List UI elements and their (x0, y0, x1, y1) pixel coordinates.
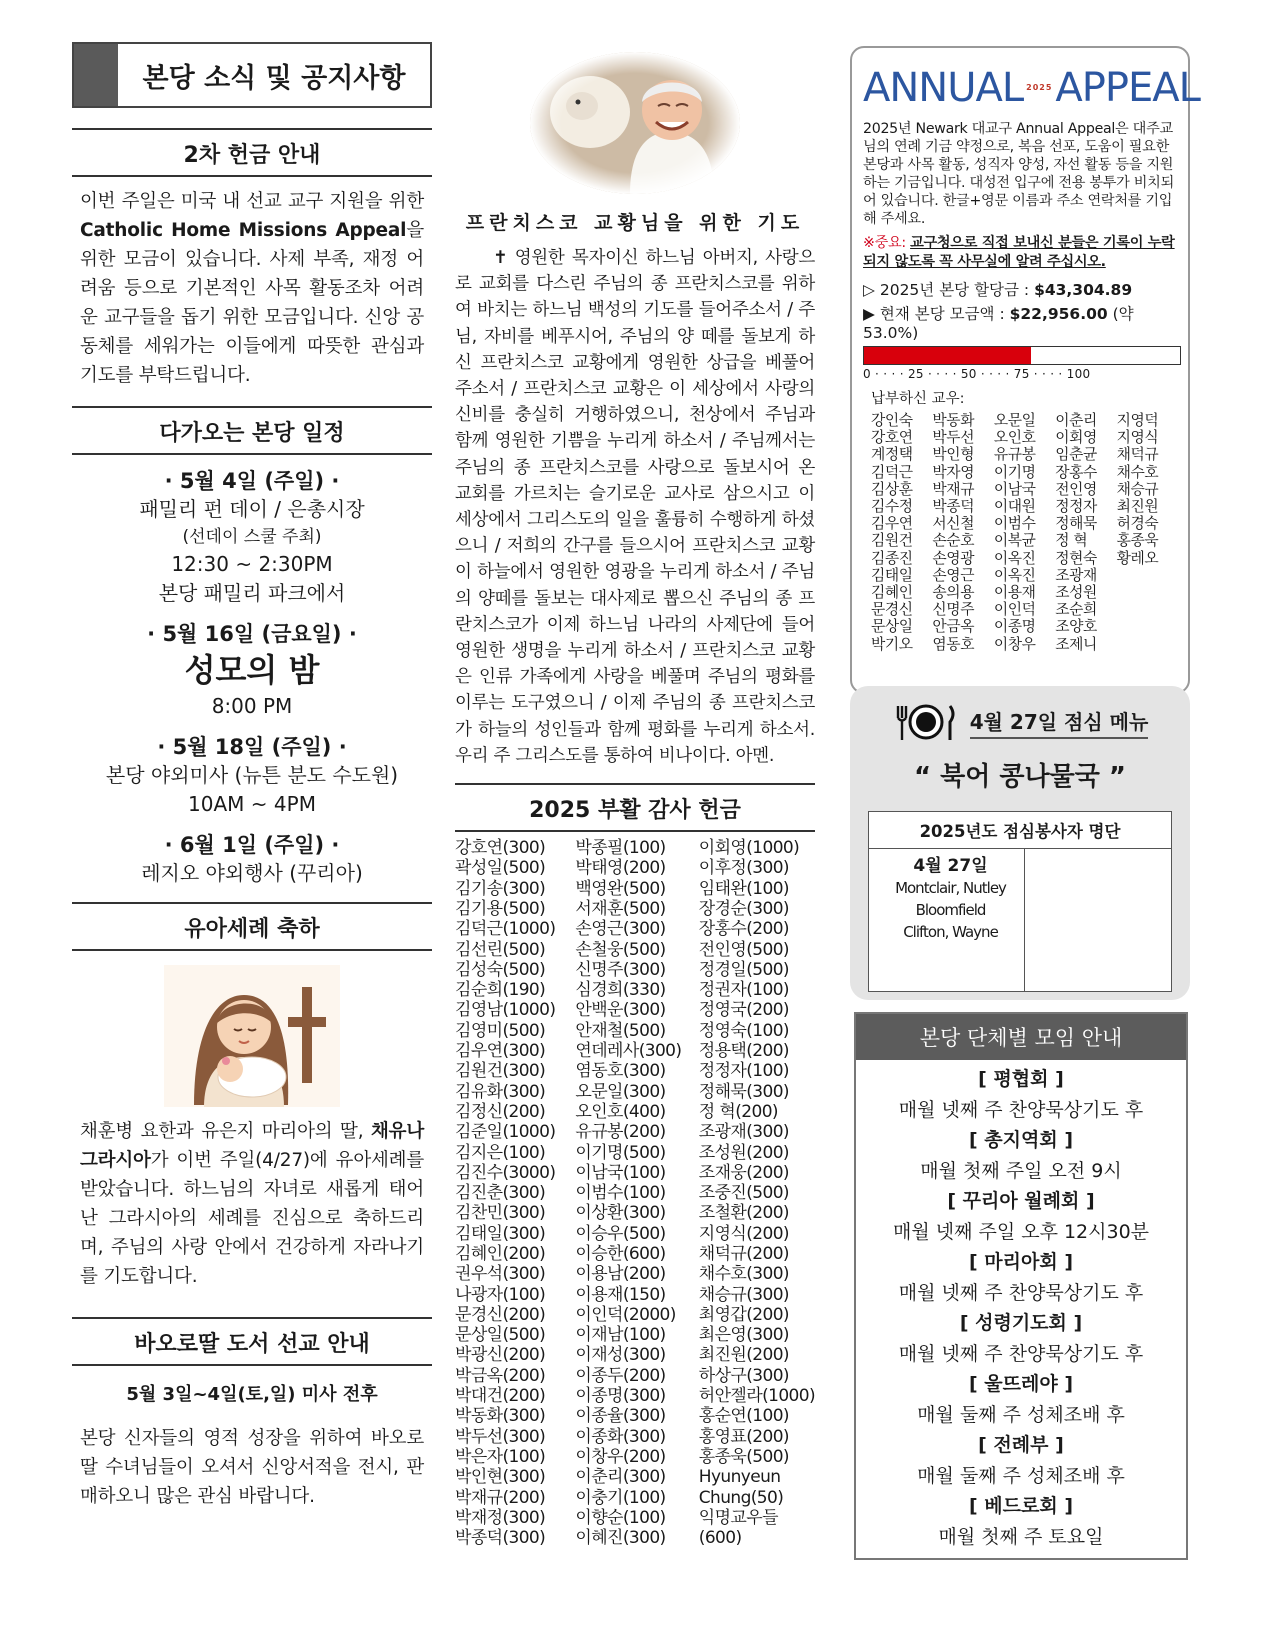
donor-entry: 이인덕(2000) (575, 1304, 676, 1325)
parishioner-name: 조성원 (1055, 584, 1097, 602)
donor-entry: 김선린(500) (455, 939, 546, 960)
donor-entry: 이종명(300) (575, 1386, 666, 1407)
donor-column (699, 838, 815, 1548)
parishioner-name: 이남국 (993, 480, 1036, 498)
donor-entry: 조성원(200) (698, 1142, 789, 1163)
event-location: 본당 패밀리 파크에서 (158, 581, 346, 605)
parishioner-name: 김수정 (871, 498, 913, 516)
parishioner-name (1117, 618, 1178, 635)
appeal-current: ▶ 현재 본당 모금액 : $22,956.00 (약 53.0%) (863, 305, 1134, 342)
parishioner-column (994, 412, 1055, 653)
donor-entry: 이충기(100) (575, 1487, 666, 1508)
prayer-text: ✝ 영원한 목자이신 하느님 아버지, 사랑으로 교회를 다스린 주님의 종 프란치스코를 위하여 바치는 하느님 백성의 기도를 들어주소서 / 주님, 자비를 베푸시어, 주님의 양 떼를 돌보게 하신 프란치스코 교황에게 영원한 상급을 베풀어 주소서 / 프란치스코 교황은 이 세상에서 사랑의 신비를 충실히 거행하였으니, 천상에서 주님과 함께 영원한 기쁨을 누리게 하소서 / 주님께서는 주님의 종 프란치스코를 사랑으로 돌보시어 온 교회를 가르치는 슬기로운 교사로 삼으시고 이 세상에서 그리스도의 일을 훌륭히 수행하게 하셨으니 / 저희의 간구를 들으시어 프란치스코 교황이 하늘에서 영원한 영광을 누리게 하소서 / 주님의 양떼를 돌보는 대사제로 뽑으신 주님의 종 프란치스코가 이제 하느님 나라의 사제단에 들어 영원한 생명을 누리게 하소서 / 프란치스코 교황은 인류 가족에게 사랑을 베풀며 주님의 평화를 이루는 도구였으니 / 이제 주님의 종 프란치스코가 하늘의 성인들과 함께 평화를 누리게 하소서. 우리 주 그리스도를 통하여 비나이다. 아멘. (455, 248, 815, 766)
group-meeting-time: 매월 넷째 주 찬양묵상기도 후 (898, 1342, 1144, 1365)
appeal-progress-bar (863, 346, 1181, 365)
donor-entry: 전인영(500) (698, 939, 789, 960)
lunch-menu-item: “ 북어 콩나물국 ” (913, 762, 1127, 792)
donor-entry: 조재웅(200) (698, 1162, 789, 1183)
parishioner-name: 김우연 (871, 515, 913, 533)
group-name: [ 성령기도회 ] (959, 1312, 1083, 1334)
group-meetings-list (856, 1060, 1186, 1552)
donor-entry: 최진원(200) (698, 1345, 789, 1366)
mother-baby-cross-icon (164, 965, 340, 1107)
donor-entry: 권우석(300) (455, 1264, 546, 1285)
donor-entry: 문경신(200) (455, 1304, 546, 1325)
baptism-illustration (72, 965, 432, 1107)
donor-entry: 백영완(500) (575, 878, 666, 899)
parishioner-name: 김종진 (871, 549, 913, 567)
donor-entry: 홍영표(200) (698, 1426, 789, 1447)
donor-entry: 김성숙(500) (455, 959, 546, 980)
donor-entry: 박은자(100) (455, 1446, 546, 1467)
donor-entry: 김기용(500) (455, 898, 546, 919)
annual-appeal-box (850, 46, 1200, 694)
group-meeting-time: 매월 둘째 주 성체조배 후 (917, 1403, 1125, 1426)
donor-entry: 채승규(300) (698, 1284, 789, 1305)
donor-entry: 강호연(300) (455, 838, 546, 859)
donor-entry: 나광자(100) (455, 1284, 546, 1305)
donor-entry: 장경순(300) (698, 898, 789, 919)
donor-entry: 채수호(300) (698, 1264, 789, 1285)
parishioner-name: 강인숙 (871, 412, 913, 429)
donor-entry: 김진수(3000) (455, 1162, 556, 1183)
donor-entry: 김준일(1000) (455, 1122, 556, 1143)
parishioner-name: 조양호 (1055, 618, 1097, 636)
easter-donor-list (455, 838, 815, 1548)
parishioner-name: 손순호 (932, 532, 975, 550)
parishioner-name: 박종덕 (932, 498, 975, 516)
parishioner-name: 홍종욱 (1116, 532, 1159, 550)
event-time: 10AM ~ 4PM (188, 792, 316, 816)
volunteer-table-heading: 2025년도 점심봉사자 명단 (869, 812, 1171, 849)
parishioner-name: 유규봉 (993, 446, 1036, 464)
offering-appeal-name: Catholic Home Missions Appeal (80, 220, 407, 241)
group-meeting-time: 매월 첫째 주일 오전 9시 (920, 1159, 1122, 1182)
event-host: (선데이 스쿨 주최) (182, 527, 322, 547)
donor-entry: 정영국(200) (698, 1000, 789, 1021)
page-title-box (72, 42, 432, 108)
donor-entry: 이회영(1000) (698, 838, 800, 859)
donor-entry: 박태영(200) (575, 858, 666, 879)
group-meeting-time: 매월 넷째 주 찬양묵상기도 후 (898, 1281, 1144, 1304)
donor-entry: 김지은(100) (455, 1142, 546, 1163)
donor-entry: 이종화(300) (575, 1426, 666, 1447)
donor-entry: 이범수(100) (575, 1183, 666, 1204)
offering-text: 이번 주일은 미국 내 선교 교구 지원을 위한 Catholic Home Missions Appeal을 위한 모금이 있습니다. 사제 부족, 재정 어려움 등으로 기본적인 사목 활동조차 어려운 교구들을 돕기 위한 모금입니다. 신앙 공동체를 세워가는 이들에게 따뜻한 관심과 기도를 부탁드립니다. (80, 191, 424, 386)
donor-entry: 홍순연(100) (698, 1406, 789, 1427)
donor-entry: 이승우(500) (575, 1223, 666, 1244)
parishioner-list (871, 412, 1178, 653)
group-name: [ 총지역회 ] (968, 1129, 1073, 1151)
parishioner-name: 김혜인 (871, 584, 913, 602)
parishioner-name: 김원건 (871, 532, 913, 550)
title-accent-bar (74, 44, 118, 106)
donor-entry: 김기송(300) (455, 878, 546, 899)
group-name: [ 꾸리아 월례회 ] (947, 1190, 1095, 1212)
parishioner-name: 이창우 (993, 635, 1036, 653)
volunteer-table-row (869, 849, 1171, 991)
donor-entry: 오문일(300) (575, 1081, 666, 1102)
donor-entry: 오인호(400) (575, 1101, 666, 1122)
donor-entry: 박광신(200) (455, 1345, 546, 1366)
lunch-menu-box (850, 686, 1190, 1000)
donor-entry: 홍종욱(500) (698, 1446, 789, 1467)
donor-entry: 염동호(300) (575, 1061, 666, 1082)
appeal-progress-fill (864, 347, 1031, 364)
donor-entry: 김원건(300) (455, 1061, 546, 1082)
donor-entry: 안백운(300) (575, 1000, 666, 1021)
parishioner-name: 김덕근 (871, 463, 913, 481)
dining-icon (892, 702, 960, 742)
donor-entry: 익명교우들 (698, 1507, 778, 1528)
appeal-progress-scale: 0 · · · · 25 · · · · 50 · · · · 75 · · · · 100 (863, 367, 1091, 381)
donor-entry: 임태완(100) (698, 878, 789, 899)
group-meeting-time: 매월 첫째 주 토요일 (938, 1525, 1104, 1548)
donor-entry: 이상환(300) (575, 1203, 666, 1224)
middle-column (455, 52, 815, 1548)
easter-offering-heading: 2025 부활 감사 헌금 (455, 783, 815, 832)
books-text: 본당 신자들의 영적 성장을 위하여 바오로딸 수녀님들이 오셔서 신앙서적을 전시, 판매하오니 많은 관심 바랍니다. (80, 1428, 424, 1507)
parishioner-name (1117, 584, 1178, 601)
donor-column (575, 838, 698, 1548)
donor-entry: 이종율(300) (575, 1406, 666, 1427)
donor-entry: 허안젤라(1000) (698, 1386, 815, 1407)
parishioner-name: 허경숙 (1116, 515, 1159, 533)
group-name: [ 마리아회 ] (968, 1251, 1073, 1273)
group-meeting-time: 매월 넷째 주일 오후 12시30분 (892, 1220, 1150, 1243)
donor-entry: 유규봉(200) (575, 1122, 666, 1143)
donor-entry: 박두선(300) (455, 1426, 546, 1447)
donor-entry: 박대건(200) (455, 1386, 546, 1407)
donor-entry: Chung(50) (698, 1487, 784, 1508)
parishioner-name: 손영광 (932, 549, 975, 567)
donor-entry: 정권자(100) (698, 980, 789, 1001)
donor-entry: 정해묵(300) (698, 1081, 789, 1102)
lunch-heading: 4월 27일 점심 메뉴 (970, 706, 1149, 739)
offering-heading: 2차 헌금 안내 (72, 128, 432, 177)
parishioner-column (1055, 412, 1116, 653)
donor-entry: 이춘리(300) (575, 1467, 666, 1488)
donor-entry: 박재규(200) (455, 1487, 546, 1508)
donor-entry: 조중진(500) (698, 1183, 789, 1204)
group-meeting-time: 매월 넷째 주 찬양묵상기도 후 (898, 1098, 1144, 1121)
donor-entry: 박종덕(300) (455, 1528, 546, 1549)
donor-entry: 안재철(500) (575, 1020, 666, 1041)
parishioner-name: 전인영 (1055, 480, 1097, 498)
group-meeting-time: 매월 둘째 주 성체조배 후 (917, 1464, 1125, 1487)
parishioner-name: 이복균 (993, 532, 1036, 550)
group-name: [ 베드로회 ] (968, 1495, 1073, 1517)
donor-entry: 정정자(100) (698, 1061, 789, 1082)
parishioner-column (1117, 412, 1178, 653)
parishioner-name: 채수호 (1116, 463, 1159, 481)
group-name: [ 전례부 ] (978, 1434, 1064, 1456)
appeal-quota: ▷ 2025년 본당 할당금 : $43,304.89 (863, 281, 1133, 299)
donor-entry: 이용남(200) (575, 1264, 666, 1285)
page-title: 본당 소식 및 공지사항 (142, 62, 406, 94)
parishioner-name: 이회영 (1055, 429, 1097, 447)
pope-photo (530, 52, 740, 194)
donor-entry: 지영식(200) (698, 1223, 789, 1244)
donor-entry: 김영남(1000) (455, 1000, 556, 1021)
parishioner-name: 채승규 (1116, 480, 1159, 498)
donor-entry: 이향순(100) (575, 1507, 666, 1528)
lunch-volunteer-table (868, 811, 1172, 992)
donor-entry: 신명주(300) (575, 959, 666, 980)
volunteer-cell: 4월 27일 Montclair, Nutley Bloomfield Clifton, Wayne (869, 849, 1025, 991)
schedule-list (72, 465, 432, 888)
group-name: [ 평협회 ] (978, 1068, 1064, 1090)
event-date: · 6월 1일 (주일) · (164, 833, 340, 857)
parishioner-column (871, 412, 932, 653)
parishioner-name: 채덕규 (1116, 446, 1159, 464)
parishioner-name: 강호연 (871, 429, 913, 447)
parishioner-name: 조광재 (1055, 566, 1097, 584)
event-title: 패밀리 펀 데이 / 은총시장 (139, 497, 365, 521)
parishioner-name: 정정자 (1055, 498, 1097, 516)
parishioner-name: 박두선 (932, 429, 975, 447)
parishioner-name (1117, 601, 1178, 618)
donor-entry: 이용재(150) (575, 1284, 666, 1305)
donor-entry: 김영미(500) (455, 1020, 546, 1041)
donor-entry: 최영갑(200) (698, 1304, 789, 1325)
baptism-text: 채훈병 요한과 유은지 마리아의 딸, 채유나 그라시아가 이번 주일(4/27)에 유아세례를 받았습니다. 하느님의 자녀로 새롭게 태어난 그라시아의 세례를 진심으로 축하드리며, 주님의 사랑 안에서 건강하게 자라나기를 기도합니다. (80, 1121, 424, 1287)
parishioner-name: 문경신 (871, 601, 913, 619)
parishioner-name: 지영식 (1116, 429, 1159, 447)
donor-entry: 연데레사(300) (575, 1041, 682, 1062)
donor-entry: 이후정(300) (698, 858, 789, 879)
baptism-heading: 유아세례 축하 (72, 902, 432, 951)
books-date: 5월 3일~4일(토,일) 미사 전후 (126, 1384, 378, 1405)
parishioner-name: 손영근 (932, 566, 975, 584)
prayer-title: 프란치스코 교황님을 위한 기도 (465, 212, 805, 234)
donor-entry: 최은영(300) (698, 1325, 789, 1346)
donor-entry: 장홍수(200) (698, 919, 789, 940)
appeal-description: 2025년 Newark 대교구 Annual Appeal은 대주교님의 연례 기금 약정으로, 복음 선포, 도움이 필요한 본당과 사목 활동, 성직자 양성, 자선 활동 등을 지원하는 기금입니다. 대성전 입구에 전용 봉투가 비치되어 있습니다. 한글+영문 이름과 주소 연락처를 기입해 주세요. (863, 121, 1174, 227)
donor-entry: 이기명(500) (575, 1142, 666, 1163)
parishioner-name: 이기명 (993, 463, 1036, 481)
parishioner-name: 황레오 (1116, 549, 1159, 567)
parishioner-name: 오문일 (993, 412, 1036, 429)
donor-entry: 서재훈(500) (575, 898, 666, 919)
donor-entry: 조광재(300) (698, 1122, 789, 1143)
donor-entry: 심경희(330) (575, 980, 666, 1001)
donor-entry: 이혜진(300) (575, 1528, 666, 1549)
parishioner-name: 박기오 (871, 635, 913, 653)
parishioner-name: 이용재 (993, 584, 1036, 602)
event-title: 성모의 밤 (184, 651, 320, 689)
donor-entry: (600) (698, 1528, 742, 1549)
parishioner-name: 송의용 (932, 584, 975, 602)
pope-with-lamb-image (530, 52, 740, 194)
donor-entry: 손철웅(500) (575, 939, 666, 960)
donor-entry: 박동화(300) (455, 1406, 546, 1427)
event-date: · 5월 18일 (주일) · (157, 735, 347, 759)
donor-entry: 김태일(300) (455, 1223, 546, 1244)
donor-entry: 김우연(300) (455, 1041, 546, 1062)
event-title: 레지오 야외행사 (꾸리아) (141, 861, 363, 885)
donor-entry: 정 혁(200) (698, 1101, 778, 1122)
parishioner-label: 납부하신 교우: (871, 391, 965, 407)
parishioner-name: 이대원 (993, 498, 1036, 516)
parishioner-name: 정 혁 (1055, 532, 1088, 550)
lunch-header (868, 702, 1172, 742)
donor-entry: 박재정(300) (455, 1507, 546, 1528)
donor-entry: 김혜인(200) (455, 1244, 546, 1264)
donor-entry: 이창우(200) (575, 1446, 666, 1467)
parishioner-name: 최진원 (1116, 498, 1159, 516)
event-date: · 5월 16일 (금요일) · (147, 622, 357, 646)
parishioner-name: 임춘균 (1055, 446, 1097, 464)
parishioner-name: 박인형 (932, 446, 975, 464)
parishioner-name: 박동화 (932, 412, 975, 429)
donor-entry: 박금옥(200) (455, 1365, 546, 1386)
parishioner-name: 이옥진 (993, 549, 1036, 567)
parishioner-name: 박자영 (932, 463, 975, 481)
donor-entry: 김진춘(300) (455, 1183, 546, 1204)
parishioner-name: 이범수 (993, 515, 1036, 533)
parishioner-name: 조제니 (1055, 635, 1097, 653)
donor-entry: 조철환(200) (698, 1203, 789, 1224)
donor-entry: Hyunyeun (698, 1467, 781, 1488)
event-title: 본당 야외미사 (뉴튼 분도 수도원) (105, 763, 399, 787)
left-column (72, 42, 432, 1511)
donor-entry: 손영근(300) (575, 919, 666, 940)
parishioner-name: 문상일 (871, 618, 913, 636)
donor-entry: 박종필(100) (575, 838, 666, 859)
donor-entry: 이남국(100) (575, 1162, 666, 1183)
parishioner-name: 정현숙 (1055, 549, 1097, 567)
parishioner-name: 이종명 (993, 618, 1036, 636)
donor-entry: 이재성(300) (575, 1345, 666, 1366)
event-time: 12:30 ~ 2:30PM (171, 552, 333, 576)
donor-entry: 김순희(190) (455, 980, 546, 1001)
donor-entry: 정용택(200) (698, 1041, 789, 1062)
parishioner-name: 지영덕 (1116, 412, 1159, 429)
group-meetings-box (854, 1012, 1188, 1560)
parishioner-column (932, 412, 993, 653)
annual-appeal-logo: ANNUAL 2025 APPEAL (863, 65, 1200, 111)
donor-entry: 하상구(300) (698, 1365, 789, 1386)
baptized-name: 채유나 그라시아 (80, 1121, 424, 1171)
appeal-important-note: ※중요: 교구청으로 직접 보내신 분들은 기록이 누락되지 않도록 꼭 사무실에 알려 주십시오. (863, 235, 1175, 270)
parishioner-name (1117, 567, 1178, 584)
donor-entry: 정영숙(100) (698, 1020, 789, 1041)
donor-entry: 김덕근(1000) (455, 919, 556, 940)
donor-entry: 정경일(500) (698, 959, 789, 980)
parishioner-name: 이인덕 (993, 601, 1036, 619)
donor-entry: 곽성일(500) (455, 858, 546, 879)
donor-entry: 김찬민(300) (455, 1203, 546, 1224)
donor-entry: 문상일(500) (455, 1325, 546, 1346)
parishioner-name: 이옥진 (993, 566, 1036, 584)
books-heading: 바오로딸 도서 선교 안내 (72, 1317, 432, 1366)
parishioner-name: 염동호 (932, 635, 975, 653)
parishioner-name: 조순희 (1055, 601, 1097, 619)
event-time: 8:00 PM (211, 694, 293, 718)
donor-entry: 박인현(300) (455, 1467, 546, 1488)
parishioner-name: 김태일 (871, 566, 913, 584)
donor-entry: 김정신(200) (455, 1101, 546, 1122)
donor-entry: 이종두(200) (575, 1365, 666, 1386)
schedule-heading: 다가오는 본당 일정 (72, 406, 432, 455)
group-meetings-heading: 본당 단체별 모임 안내 (856, 1014, 1186, 1060)
parishioner-name: 신명주 (932, 601, 975, 619)
parishioner-name: 이춘리 (1055, 412, 1097, 429)
donor-entry: 채덕규(200) (698, 1244, 789, 1264)
parishioner-name: 계정택 (871, 446, 913, 464)
volunteer-date: 4월 27일 (913, 856, 988, 876)
parishioner-name: 서신철 (932, 515, 975, 533)
parishioner-name: 오인호 (993, 429, 1036, 447)
parishioner-name: 장홍수 (1055, 463, 1097, 481)
donor-entry: 김유화(300) (455, 1081, 546, 1102)
event-date: · 5월 4일 (주일) · (164, 469, 340, 493)
parishioner-name (1117, 636, 1178, 653)
donor-column (455, 838, 575, 1548)
parishioner-name: 박재규 (932, 480, 975, 498)
parishioner-name: 안금옥 (932, 618, 975, 636)
donor-entry: 이승한(600) (575, 1244, 666, 1264)
donor-entry: 이재남(100) (575, 1325, 666, 1346)
parishioner-name: 김상훈 (871, 480, 913, 498)
parishioner-name: 정해묵 (1055, 515, 1097, 533)
group-name: [ 울뜨레야 ] (968, 1373, 1073, 1395)
